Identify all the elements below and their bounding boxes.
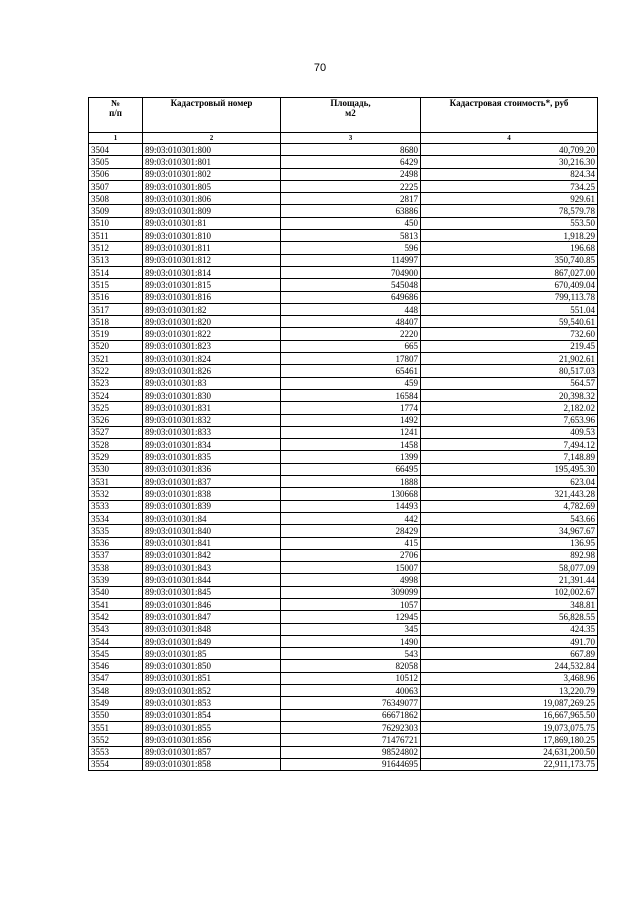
table-row <box>89 426 598 438</box>
row-number: 3529 <box>89 451 143 463</box>
row-number: 3512 <box>89 242 143 254</box>
cadastral-number: 89:03:010301:82 <box>143 303 281 315</box>
row-number: 3517 <box>89 303 143 315</box>
table-header-row <box>89 98 598 133</box>
cadastral-number: 89:03:010301:846 <box>143 598 281 610</box>
area-value: 114997 <box>281 254 421 266</box>
table-row <box>89 230 598 242</box>
table-row <box>89 144 598 156</box>
table-row <box>89 672 598 684</box>
table-row <box>89 685 598 697</box>
column-number: 1 <box>89 133 143 144</box>
row-number: 3511 <box>89 230 143 242</box>
cadastral-value: 58,077.09 <box>421 562 598 574</box>
cadastral-number: 89:03:010301:853 <box>143 697 281 709</box>
table-row <box>89 512 598 524</box>
table-row <box>89 611 598 623</box>
row-number: 3516 <box>89 291 143 303</box>
row-number: 3526 <box>89 414 143 426</box>
cadastral-number: 89:03:010301:809 <box>143 205 281 217</box>
area-value: 704900 <box>281 266 421 278</box>
table-row <box>89 242 598 254</box>
cadastral-number: 89:03:010301:843 <box>143 562 281 574</box>
row-number: 3514 <box>89 266 143 278</box>
area-value: 1241 <box>281 426 421 438</box>
row-number: 3510 <box>89 217 143 229</box>
area-value: 2817 <box>281 193 421 205</box>
area-value: 1492 <box>281 414 421 426</box>
table-row <box>89 488 598 500</box>
column-number: 4 <box>421 133 598 144</box>
row-number: 3525 <box>89 402 143 414</box>
table-row <box>89 623 598 635</box>
row-number: 3513 <box>89 254 143 266</box>
area-value: 91644695 <box>281 758 421 770</box>
row-number: 3552 <box>89 734 143 746</box>
cadastral-value: 78,579.78 <box>421 205 598 217</box>
area-value: 1490 <box>281 635 421 647</box>
table-row <box>89 402 598 414</box>
table-row <box>89 217 598 229</box>
cadastral-value: 409.53 <box>421 426 598 438</box>
area-value: 12945 <box>281 611 421 623</box>
cadastral-value: 19,087,269.25 <box>421 697 598 709</box>
cadastral-value: 7,494.12 <box>421 439 598 451</box>
area-value: 82058 <box>281 660 421 672</box>
cadastral-number: 89:03:010301:810 <box>143 230 281 242</box>
cadastral-number: 89:03:010301:832 <box>143 414 281 426</box>
area-value: 309099 <box>281 586 421 598</box>
table-row <box>89 439 598 451</box>
area-value: 76349077 <box>281 697 421 709</box>
cadastral-value: 667.89 <box>421 648 598 660</box>
row-number: 3508 <box>89 193 143 205</box>
table-row <box>89 389 598 401</box>
header-number-line2: п/п <box>109 108 122 118</box>
table-row <box>89 635 598 647</box>
area-value: 98524802 <box>281 746 421 758</box>
table-row <box>89 291 598 303</box>
row-number: 3534 <box>89 512 143 524</box>
cadastral-number: 89:03:010301:811 <box>143 242 281 254</box>
cadastral-number: 89:03:010301:816 <box>143 291 281 303</box>
cadastral-value: 17,869,180.25 <box>421 734 598 746</box>
row-number: 3545 <box>89 648 143 660</box>
cadastral-value: 551.04 <box>421 303 598 315</box>
table-row <box>89 463 598 475</box>
cadastral-value: 564.57 <box>421 377 598 389</box>
row-number: 3541 <box>89 598 143 610</box>
cadastral-number: 89:03:010301:801 <box>143 156 281 168</box>
row-number: 3509 <box>89 205 143 217</box>
cadastral-value: 7,148.89 <box>421 451 598 463</box>
cadastral-number: 89:03:010301:837 <box>143 476 281 488</box>
table-row <box>89 328 598 340</box>
cadastral-value: 424.35 <box>421 623 598 635</box>
cadastral-number: 89:03:010301:844 <box>143 574 281 586</box>
area-value: 48407 <box>281 316 421 328</box>
cadastral-number: 89:03:010301:822 <box>143 328 281 340</box>
area-value: 15007 <box>281 562 421 574</box>
row-number: 3540 <box>89 586 143 598</box>
cadastral-number: 89:03:010301:850 <box>143 660 281 672</box>
cadastral-value: 543.66 <box>421 512 598 524</box>
cadastral-value: 348.81 <box>421 598 598 610</box>
area-value: 66671862 <box>281 709 421 721</box>
area-value: 10512 <box>281 672 421 684</box>
cadastral-table <box>88 97 598 771</box>
cadastral-number: 89:03:010301:848 <box>143 623 281 635</box>
cadastral-number: 89:03:010301:802 <box>143 168 281 180</box>
row-number: 3507 <box>89 180 143 192</box>
cadastral-value: 3,468.96 <box>421 672 598 684</box>
cadastral-number: 89:03:010301:851 <box>143 672 281 684</box>
area-value: 4998 <box>281 574 421 586</box>
table-row <box>89 697 598 709</box>
area-value: 649686 <box>281 291 421 303</box>
cadastral-value: 553.50 <box>421 217 598 229</box>
cadastral-number: 89:03:010301:839 <box>143 500 281 512</box>
table-row <box>89 586 598 598</box>
cadastral-value: 321,443.28 <box>421 488 598 500</box>
area-value: 71476721 <box>281 734 421 746</box>
cadastral-value: 102,002.67 <box>421 586 598 598</box>
table-row <box>89 746 598 758</box>
table-row <box>89 205 598 217</box>
cadastral-number: 89:03:010301:836 <box>143 463 281 475</box>
area-value: 448 <box>281 303 421 315</box>
area-value: 442 <box>281 512 421 524</box>
cadastral-number: 89:03:010301:805 <box>143 180 281 192</box>
area-value: 543 <box>281 648 421 660</box>
row-number: 3519 <box>89 328 143 340</box>
cadastral-number: 89:03:010301:852 <box>143 685 281 697</box>
table-row <box>89 709 598 721</box>
area-value: 76292303 <box>281 721 421 733</box>
area-value: 665 <box>281 340 421 352</box>
area-value: 66495 <box>281 463 421 475</box>
row-number: 3530 <box>89 463 143 475</box>
row-number: 3504 <box>89 144 143 156</box>
area-value: 40063 <box>281 685 421 697</box>
area-value: 450 <box>281 217 421 229</box>
row-number: 3505 <box>89 156 143 168</box>
cadastral-value: 799,113.78 <box>421 291 598 303</box>
cadastral-number: 89:03:010301:824 <box>143 353 281 365</box>
cadastral-number: 89:03:010301:847 <box>143 611 281 623</box>
cadastral-value: 24,631,200.50 <box>421 746 598 758</box>
cadastral-value: 21,391.44 <box>421 574 598 586</box>
area-value: 6429 <box>281 156 421 168</box>
area-value: 2706 <box>281 549 421 561</box>
row-number: 3515 <box>89 279 143 291</box>
column-number: 3 <box>281 133 421 144</box>
row-number: 3546 <box>89 660 143 672</box>
row-number: 3522 <box>89 365 143 377</box>
row-number: 3524 <box>89 389 143 401</box>
cadastral-number: 89:03:010301:849 <box>143 635 281 647</box>
area-value: 5813 <box>281 230 421 242</box>
row-number: 3537 <box>89 549 143 561</box>
table-row <box>89 266 598 278</box>
table-row <box>89 562 598 574</box>
row-number: 3520 <box>89 340 143 352</box>
cadastral-value: 491.70 <box>421 635 598 647</box>
cadastral-number: 89:03:010301:835 <box>143 451 281 463</box>
cadastral-number: 89:03:010301:815 <box>143 279 281 291</box>
cadastral-value: 40,709.20 <box>421 144 598 156</box>
row-number: 3521 <box>89 353 143 365</box>
row-number: 3554 <box>89 758 143 770</box>
cadastral-number: 89:03:010301:831 <box>143 402 281 414</box>
area-value: 415 <box>281 537 421 549</box>
cadastral-number: 89:03:010301:845 <box>143 586 281 598</box>
cadastral-value: 7,653.96 <box>421 414 598 426</box>
cadastral-number: 89:03:010301:84 <box>143 512 281 524</box>
cadastral-number: 89:03:010301:842 <box>143 549 281 561</box>
header-number-line1: № <box>110 98 121 108</box>
cadastral-value: 219.45 <box>421 340 598 352</box>
row-number: 3527 <box>89 426 143 438</box>
row-number: 3553 <box>89 746 143 758</box>
area-value: 1774 <box>281 402 421 414</box>
cadastral-value: 670,409.04 <box>421 279 598 291</box>
cadastral-value: 56,828.55 <box>421 611 598 623</box>
table-row <box>89 316 598 328</box>
cadastral-value: 867,027.00 <box>421 266 598 278</box>
page-number: 70 <box>313 62 327 74</box>
row-number: 3538 <box>89 562 143 574</box>
cadastral-value: 19,073,075.75 <box>421 721 598 733</box>
cadastral-value: 892.98 <box>421 549 598 561</box>
area-value: 1399 <box>281 451 421 463</box>
table-row <box>89 180 598 192</box>
cadastral-value: 136.95 <box>421 537 598 549</box>
table-row <box>89 574 598 586</box>
cadastral-value: 196.68 <box>421 242 598 254</box>
cadastral-value: 20,398.32 <box>421 389 598 401</box>
cadastral-number: 89:03:010301:856 <box>143 734 281 746</box>
table-body <box>89 144 598 771</box>
table-row <box>89 254 598 266</box>
cadastral-value: 59,540.61 <box>421 316 598 328</box>
header-area-line2: м2 <box>345 108 356 118</box>
row-number: 3536 <box>89 537 143 549</box>
cadastral-value: 22,911,173.75 <box>421 758 598 770</box>
table-row <box>89 353 598 365</box>
cadastral-value: 734.25 <box>421 180 598 192</box>
column-number: 2 <box>143 133 281 144</box>
area-value: 17807 <box>281 353 421 365</box>
cadastral-value: 929.61 <box>421 193 598 205</box>
cadastral-value: 195,495.30 <box>421 463 598 475</box>
area-value: 345 <box>281 623 421 635</box>
row-number: 3506 <box>89 168 143 180</box>
row-number: 3523 <box>89 377 143 389</box>
table-row <box>89 500 598 512</box>
row-number: 3551 <box>89 721 143 733</box>
row-number: 3544 <box>89 635 143 647</box>
table-row <box>89 156 598 168</box>
area-value: 2220 <box>281 328 421 340</box>
cadastral-number: 89:03:010301:833 <box>143 426 281 438</box>
cadastral-value: 16,667,965.50 <box>421 709 598 721</box>
area-value: 65461 <box>281 365 421 377</box>
table-row <box>89 537 598 549</box>
cadastral-value: 732.60 <box>421 328 598 340</box>
cadastral-value: 824.34 <box>421 168 598 180</box>
cadastral-value: 350,740.85 <box>421 254 598 266</box>
cadastral-number: 89:03:010301:83 <box>143 377 281 389</box>
cadastral-value: 34,967.67 <box>421 525 598 537</box>
cadastral-number: 89:03:010301:814 <box>143 266 281 278</box>
cadastral-number: 89:03:010301:823 <box>143 340 281 352</box>
table-row <box>89 758 598 770</box>
cadastral-number: 89:03:010301:858 <box>143 758 281 770</box>
row-number: 3528 <box>89 439 143 451</box>
cadastral-value: 2,182.02 <box>421 402 598 414</box>
cadastral-number: 89:03:010301:857 <box>143 746 281 758</box>
cadastral-value: 21,902.61 <box>421 353 598 365</box>
cadastral-number: 89:03:010301:840 <box>143 525 281 537</box>
cadastral-value: 13,220.79 <box>421 685 598 697</box>
cadastral-value: 1,918.29 <box>421 230 598 242</box>
area-value: 2498 <box>281 168 421 180</box>
table-row <box>89 279 598 291</box>
cadastral-value: 80,517.03 <box>421 365 598 377</box>
area-value: 2225 <box>281 180 421 192</box>
table-row <box>89 549 598 561</box>
cadastral-number: 89:03:010301:834 <box>143 439 281 451</box>
row-number: 3549 <box>89 697 143 709</box>
cadastral-number: 89:03:010301:800 <box>143 144 281 156</box>
row-number: 3532 <box>89 488 143 500</box>
header-cadastral-number: Кадастровый номер <box>143 98 281 133</box>
area-value: 1057 <box>281 598 421 610</box>
cadastral-number: 89:03:010301:820 <box>143 316 281 328</box>
area-value: 1888 <box>281 476 421 488</box>
table-row <box>89 525 598 537</box>
row-number: 3543 <box>89 623 143 635</box>
table-row <box>89 721 598 733</box>
cadastral-number: 89:03:010301:806 <box>143 193 281 205</box>
table-row <box>89 193 598 205</box>
area-value: 545048 <box>281 279 421 291</box>
cadastral-number: 89:03:010301:830 <box>143 389 281 401</box>
column-number-row <box>89 133 598 144</box>
header-number <box>89 98 143 133</box>
cadastral-number: 89:03:010301:826 <box>143 365 281 377</box>
cadastral-number: 89:03:010301:838 <box>143 488 281 500</box>
row-number: 3542 <box>89 611 143 623</box>
area-value: 63886 <box>281 205 421 217</box>
cadastral-number: 89:03:010301:855 <box>143 721 281 733</box>
row-number: 3531 <box>89 476 143 488</box>
cadastral-number: 89:03:010301:81 <box>143 217 281 229</box>
table-row <box>89 365 598 377</box>
table-row <box>89 414 598 426</box>
header-area-line1: Площадь, <box>330 98 371 108</box>
header-area <box>281 98 421 133</box>
row-number: 3518 <box>89 316 143 328</box>
area-value: 1458 <box>281 439 421 451</box>
cadastral-value: 4,782.69 <box>421 500 598 512</box>
table-row <box>89 377 598 389</box>
table-row <box>89 168 598 180</box>
area-value: 14493 <box>281 500 421 512</box>
area-value: 459 <box>281 377 421 389</box>
cadastral-number: 89:03:010301:841 <box>143 537 281 549</box>
row-number: 3539 <box>89 574 143 586</box>
table-row <box>89 451 598 463</box>
table-row <box>89 734 598 746</box>
table-row <box>89 598 598 610</box>
table-row <box>89 476 598 488</box>
table-row <box>89 303 598 315</box>
cadastral-value: 30,216.30 <box>421 156 598 168</box>
row-number: 3550 <box>89 709 143 721</box>
cadastral-number: 89:03:010301:85 <box>143 648 281 660</box>
area-value: 596 <box>281 242 421 254</box>
area-value: 16584 <box>281 389 421 401</box>
row-number: 3535 <box>89 525 143 537</box>
table-row <box>89 660 598 672</box>
table-row <box>89 340 598 352</box>
row-number: 3533 <box>89 500 143 512</box>
area-value: 28429 <box>281 525 421 537</box>
row-number: 3548 <box>89 685 143 697</box>
cadastral-number: 89:03:010301:854 <box>143 709 281 721</box>
header-cadastral-value: Кадастровая стоимость*, руб <box>421 98 598 133</box>
cadastral-value: 623.04 <box>421 476 598 488</box>
cadastral-value: 244,532.84 <box>421 660 598 672</box>
cadastral-number: 89:03:010301:812 <box>143 254 281 266</box>
area-value: 130668 <box>281 488 421 500</box>
row-number: 3547 <box>89 672 143 684</box>
table-row <box>89 648 598 660</box>
area-value: 8680 <box>281 144 421 156</box>
